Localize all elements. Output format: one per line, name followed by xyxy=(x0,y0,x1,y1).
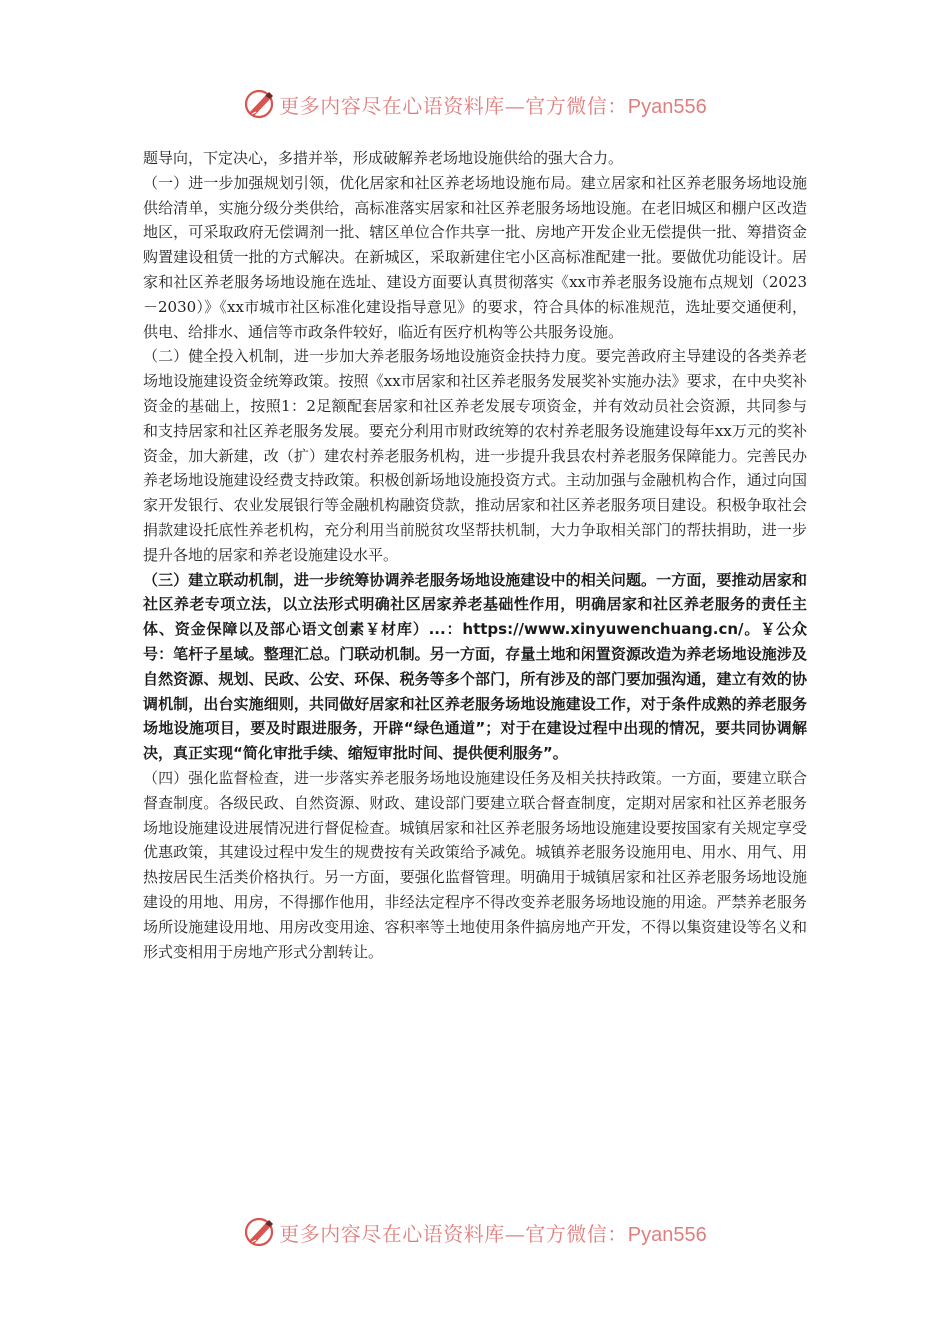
header-banner-label: 更多内容尽在心语资料库—官方微信： xyxy=(279,93,628,118)
document-body xyxy=(143,146,807,964)
footer-banner xyxy=(0,1212,950,1252)
footer-banner-text xyxy=(279,1218,706,1247)
footer-banner-label: 更多内容尽在心语资料库—官方微信： xyxy=(279,1221,628,1246)
header-banner xyxy=(0,84,950,124)
paragraph-section-1: （一）进一步加强规划引领，优化居家和社区养老场地设施布局。建立居家和社区养老服务场地设施供给清单，实施分级分类供给，高标准落实居家和社区养老服务场地设施。在老旧城区和棚户区改造地区，可采取政府无偿调剂一批、辖区单位合作共享一批、房地产开发企业无偿提供一批、筹措资金购置建设租赁一批的方式解决。在新城区，采取新建住宅小区高标准配建一批。要做优功能设计。居家和社区养老服务场地设施在选址、建设方面要认真贯彻落实《xx市养老服务设施布点规划（2023－2030）》《xx市城市社区标准化建设指导意见》的要求，符合具体的标准规范，选址要交通便利，供电、给排水、通信等市政条件较好，临近有医疗机构等公共服务设施。 xyxy=(143,173,807,341)
header-banner-id: Pyan556 xyxy=(627,95,707,118)
paragraph-section-4: （四）强化监督检查，进一步落实养老服务场地设施建设任务及相关扶持政策。一方面，要建立联合督查制度。各级民政、自然资源、财政、建设部门要建立联合督查制度，定期对居家和社区养老服务场地设施建设进展情况进行督促检查。城镇居家和社区养老服务场地设施建设要按国家有关规定享受优惠政策，其建设过程中发生的规费按有关政策给予减免。城镇养老服务设施用电、用水、用气、用热按居民生活类价格执行。另一方面，要强化监督管理。明确用于城镇居家和社区养老服务场地设施建设的用地、用房，不得挪作他用，非经法定程序不得改变养老服务场地设施的用途。严禁养老服务场所设施建设用地、用房改变用途、容积率等土地使用条件搞房地产开发，不得以集资建设等名义和形式变相用于房地产形式分割转让。 xyxy=(143,768,807,961)
footer-banner-id: Pyan556 xyxy=(627,1223,707,1246)
header-banner-text xyxy=(279,90,706,119)
paragraph-section-3: （三）建立联动机制，进一步统筹协调养老服务场地设施建设中的相关问题。一方面，要推动居家和社区养老专项立法，以立法形式明确社区居家养老基础性作用，明确居家和社区养老服务的责任主体、资金保障以及部心语文创素￥材库）...：https://www.xinyuwenchuang.cn/。￥公众号：笔杆子星域。整理汇总。门联动机制。另一方面，存量土地和闲置资源改造为养老场地设施涉及自然资源、规划、民政、公安、环保、税务等多个部门，所有涉及的部门要加强沟通，建立有效的协调机制，出台实施细则，共同做好居家和社区养老服务场地设施建设工作，对于条件成熟的养老服务场地设施项目，要及时跟进服务，开辟“绿色通道”；对于在建设过程中出现的情况，要共同协调解决，真正实现“简化审批手续、缩短审批时间、提供便利服务”。 xyxy=(143,570,807,763)
paragraph-intro: 题导向，下定决心，多措并举，形成破解养老场地设施供给的强大合力。 xyxy=(143,149,624,167)
paragraph-section-2: （二）健全投入机制，进一步加大养老服务场地设施资金扶持力度。要完善政府主导建设的各类养老场地设施建设资金统筹政策。按照《xx市居家和社区养老服务发展奖补实施办法》要求，在中央奖补资金的基础上，按照1：2足额配套居家和社区养老发展专项资金，并有效动员社会资源，共同参与和支持居家和社区养老服务发展。要充分利用市财政统筹的农村养老服务设施建设每年xx万元的奖补资金，加大新建，改（扩）建农村养老服务机构，进一步提升我县农村养老服务保障能力。完善民办养老场地设施建设经费支持政策。积极创新场地设施投资方式。主动加强与金融机构合作，通过向国家开发银行、农业发展银行等金融机构融资贷款，推动居家和社区养老服务项目建设。积极争取社会捐款建设托底性养老机构，充分利用当前脱贫攻坚帮扶机制，大力争取相关部门的帮扶捐助，进一步提升各地的居家和养老设施建设水平。 xyxy=(143,347,807,564)
pen-nib-logo-icon xyxy=(243,87,277,121)
pen-nib-logo-icon xyxy=(243,1215,277,1249)
